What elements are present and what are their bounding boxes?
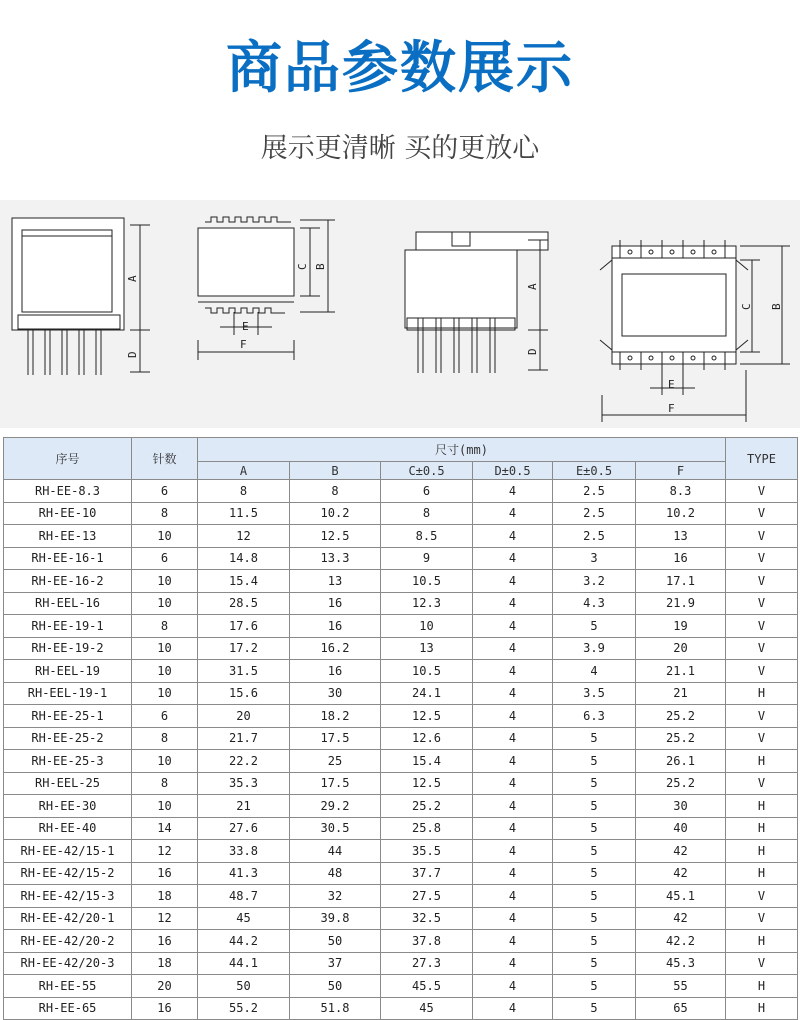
model-cell: RH-EE-65 (4, 997, 132, 1020)
c-cell: 27.5 (381, 885, 473, 908)
table-row (4, 682, 798, 705)
e-cell: 5 (553, 772, 636, 795)
model-cell: RH-EE-13 (4, 525, 132, 548)
c-cell: 10.5 (381, 570, 473, 593)
c-cell: 32.5 (381, 907, 473, 930)
type-cell: V (726, 772, 798, 795)
page-subtitle: 展示更清晰 买的更放心 (260, 133, 540, 164)
b-cell: 16 (290, 615, 381, 638)
f-cell: 13 (636, 525, 726, 548)
e-cell: 5 (553, 795, 636, 818)
type-cell: H (726, 930, 798, 953)
f-cell: 42.2 (636, 930, 726, 953)
f-cell: 45.3 (636, 952, 726, 975)
header-serial-no: 序号 (4, 438, 132, 480)
side-view-figure (12, 218, 150, 375)
d-cell: 4 (473, 997, 553, 1020)
f-cell: 65 (636, 997, 726, 1020)
b-cell: 51.8 (290, 997, 381, 1020)
d-cell: 4 (473, 547, 553, 570)
e-cell: 5 (553, 975, 636, 998)
f-cell: 42 (636, 907, 726, 930)
model-cell: RH-EE-42/20-1 (4, 907, 132, 930)
d-cell: 4 (473, 727, 553, 750)
a-cell: 44.2 (198, 930, 290, 953)
a-cell: 33.8 (198, 840, 290, 863)
b-cell: 32 (290, 885, 381, 908)
pins-cell: 8 (132, 727, 198, 750)
header-pin-count: 针数 (132, 438, 198, 480)
b-cell: 8 (290, 480, 381, 503)
table-row (4, 480, 798, 503)
type-cell: V (726, 637, 798, 660)
c-cell: 37.7 (381, 862, 473, 885)
pins-cell: 6 (132, 480, 198, 503)
a-cell: 22.2 (198, 750, 290, 773)
type-cell: H (726, 795, 798, 818)
fig2-label-b: B (314, 263, 327, 270)
e-cell: 5 (553, 750, 636, 773)
pins-cell: 12 (132, 907, 198, 930)
d-cell: 4 (473, 570, 553, 593)
a-cell: 15.4 (198, 570, 290, 593)
header-size-mm: 尺寸(mm) (198, 438, 726, 462)
bottom-view-figure (600, 240, 790, 422)
b-cell: 13.3 (290, 547, 381, 570)
type-cell: V (726, 885, 798, 908)
parameter-table (3, 437, 798, 1020)
model-cell: RH-EE-25-2 (4, 727, 132, 750)
table-row (4, 727, 798, 750)
c-cell: 45 (381, 997, 473, 1020)
pins-cell: 10 (132, 637, 198, 660)
type-cell: H (726, 750, 798, 773)
pins-cell: 18 (132, 952, 198, 975)
pins-cell: 8 (132, 772, 198, 795)
b-cell: 29.2 (290, 795, 381, 818)
b-cell: 16.2 (290, 637, 381, 660)
table-row (4, 907, 798, 930)
f-cell: 16 (636, 547, 726, 570)
b-cell: 12.5 (290, 525, 381, 548)
front-view-figure (405, 232, 548, 373)
table-body (4, 480, 798, 1020)
table-row (4, 885, 798, 908)
table-row (4, 952, 798, 975)
a-cell: 8 (198, 480, 290, 503)
model-cell: RH-EE-8.3 (4, 480, 132, 503)
pins-cell: 6 (132, 705, 198, 728)
pins-cell: 16 (132, 930, 198, 953)
d-cell: 4 (473, 840, 553, 863)
a-cell: 17.2 (198, 637, 290, 660)
a-cell: 55.2 (198, 997, 290, 1020)
d-cell: 4 (473, 930, 553, 953)
table-row (4, 502, 798, 525)
pins-cell: 16 (132, 862, 198, 885)
table-row (4, 840, 798, 863)
e-cell: 5 (553, 930, 636, 953)
model-cell: RH-EE-19-2 (4, 637, 132, 660)
table-row (4, 772, 798, 795)
e-cell: 5 (553, 997, 636, 1020)
a-cell: 50 (198, 975, 290, 998)
pins-cell: 16 (132, 997, 198, 1020)
b-cell: 30.5 (290, 817, 381, 840)
table-row (4, 637, 798, 660)
f-cell: 21.1 (636, 660, 726, 683)
table-row (4, 930, 798, 953)
table-row (4, 975, 798, 998)
type-cell: V (726, 480, 798, 503)
b-cell: 30 (290, 682, 381, 705)
b-cell: 50 (290, 930, 381, 953)
d-cell: 4 (473, 502, 553, 525)
e-cell: 3.2 (553, 570, 636, 593)
a-cell: 48.7 (198, 885, 290, 908)
model-cell: RH-EEL-16 (4, 592, 132, 615)
fig4-label-b: B (770, 303, 783, 310)
model-cell: RH-EE-42/20-3 (4, 952, 132, 975)
type-cell: H (726, 862, 798, 885)
pins-cell: 10 (132, 525, 198, 548)
type-cell: H (726, 840, 798, 863)
a-cell: 28.5 (198, 592, 290, 615)
c-cell: 8.5 (381, 525, 473, 548)
f-cell: 40 (636, 817, 726, 840)
e-cell: 5 (553, 952, 636, 975)
e-cell: 5 (553, 817, 636, 840)
fig3-label-d: D (526, 348, 539, 355)
model-cell: RH-EE-25-3 (4, 750, 132, 773)
c-cell: 8 (381, 502, 473, 525)
e-cell: 2.5 (553, 502, 636, 525)
type-cell: H (726, 817, 798, 840)
pins-cell: 8 (132, 615, 198, 638)
d-cell: 4 (473, 975, 553, 998)
a-cell: 21 (198, 795, 290, 818)
d-cell: 4 (473, 952, 553, 975)
type-cell: V (726, 660, 798, 683)
b-cell: 10.2 (290, 502, 381, 525)
fig3-label-a: A (526, 283, 539, 290)
top-view-figure (198, 217, 335, 360)
subheader-e: E±0.5 (553, 462, 636, 480)
d-cell: 4 (473, 480, 553, 503)
a-cell: 12 (198, 525, 290, 548)
subheader-b: B (290, 462, 381, 480)
model-cell: RH-EEL-19 (4, 660, 132, 683)
c-cell: 13 (381, 637, 473, 660)
d-cell: 4 (473, 772, 553, 795)
pins-cell: 10 (132, 660, 198, 683)
type-cell: V (726, 547, 798, 570)
c-cell: 10 (381, 615, 473, 638)
pins-cell: 12 (132, 840, 198, 863)
pins-cell: 8 (132, 502, 198, 525)
table-row (4, 570, 798, 593)
a-cell: 45 (198, 907, 290, 930)
b-cell: 16 (290, 592, 381, 615)
table-row (4, 862, 798, 885)
fig2-label-c: C (296, 263, 309, 270)
model-cell: RH-EE-25-1 (4, 705, 132, 728)
b-cell: 17.5 (290, 772, 381, 795)
model-cell: RH-EE-19-1 (4, 615, 132, 638)
b-cell: 18.2 (290, 705, 381, 728)
model-cell: RH-EEL-19-1 (4, 682, 132, 705)
pins-cell: 10 (132, 570, 198, 593)
table-row (4, 997, 798, 1020)
model-cell: RH-EE-16-2 (4, 570, 132, 593)
c-cell: 24.1 (381, 682, 473, 705)
d-cell: 4 (473, 705, 553, 728)
a-cell: 21.7 (198, 727, 290, 750)
b-cell: 37 (290, 952, 381, 975)
c-cell: 12.5 (381, 705, 473, 728)
f-cell: 8.3 (636, 480, 726, 503)
pins-cell: 10 (132, 795, 198, 818)
f-cell: 45.1 (636, 885, 726, 908)
d-cell: 4 (473, 907, 553, 930)
b-cell: 16 (290, 660, 381, 683)
type-cell: H (726, 975, 798, 998)
model-cell: RH-EE-30 (4, 795, 132, 818)
table-row (4, 547, 798, 570)
table-row (4, 660, 798, 683)
c-cell: 12.5 (381, 772, 473, 795)
header-type: TYPE (726, 438, 798, 480)
f-cell: 55 (636, 975, 726, 998)
type-cell: V (726, 727, 798, 750)
a-cell: 44.1 (198, 952, 290, 975)
c-cell: 37.8 (381, 930, 473, 953)
a-cell: 27.6 (198, 817, 290, 840)
b-cell: 39.8 (290, 907, 381, 930)
f-cell: 42 (636, 840, 726, 863)
e-cell: 5 (553, 727, 636, 750)
dimension-diagram-panel (0, 200, 800, 428)
model-cell: RH-EE-42/15-3 (4, 885, 132, 908)
fig1-label-a: A (126, 275, 139, 282)
e-cell: 5 (553, 907, 636, 930)
e-cell: 2.5 (553, 525, 636, 548)
f-cell: 25.2 (636, 772, 726, 795)
pins-cell: 20 (132, 975, 198, 998)
model-cell: RH-EE-16-1 (4, 547, 132, 570)
type-cell: V (726, 525, 798, 548)
table-row (4, 705, 798, 728)
pins-cell: 10 (132, 750, 198, 773)
d-cell: 4 (473, 525, 553, 548)
b-cell: 44 (290, 840, 381, 863)
c-cell: 15.4 (381, 750, 473, 773)
a-cell: 17.6 (198, 615, 290, 638)
e-cell: 2.5 (553, 480, 636, 503)
type-cell: V (726, 570, 798, 593)
e-cell: 5 (553, 840, 636, 863)
c-cell: 12.6 (381, 727, 473, 750)
model-cell: RH-EE-42/15-1 (4, 840, 132, 863)
model-cell: RH-EE-42/15-2 (4, 862, 132, 885)
f-cell: 21 (636, 682, 726, 705)
subheader-f: F (636, 462, 726, 480)
table-row (4, 615, 798, 638)
type-cell: H (726, 682, 798, 705)
subheader-c: C±0.5 (381, 462, 473, 480)
d-cell: 4 (473, 817, 553, 840)
d-cell: 4 (473, 862, 553, 885)
type-cell: V (726, 952, 798, 975)
c-cell: 6 (381, 480, 473, 503)
fig4-label-e: E (668, 378, 675, 391)
f-cell: 42 (636, 862, 726, 885)
fig1-label-d: D (126, 351, 139, 358)
d-cell: 4 (473, 592, 553, 615)
fig2-label-e: E (242, 320, 249, 333)
f-cell: 26.1 (636, 750, 726, 773)
subheader-d: D±0.5 (473, 462, 553, 480)
d-cell: 4 (473, 660, 553, 683)
f-cell: 21.9 (636, 592, 726, 615)
model-cell: RH-EE-42/20-2 (4, 930, 132, 953)
a-cell: 14.8 (198, 547, 290, 570)
table-row (4, 525, 798, 548)
e-cell: 5 (553, 885, 636, 908)
d-cell: 4 (473, 750, 553, 773)
e-cell: 5 (553, 615, 636, 638)
pins-cell: 6 (132, 547, 198, 570)
type-cell: V (726, 592, 798, 615)
c-cell: 12.3 (381, 592, 473, 615)
table-row (4, 817, 798, 840)
fig4-label-f: F (668, 402, 675, 415)
e-cell: 6.3 (553, 705, 636, 728)
type-cell: V (726, 907, 798, 930)
e-cell: 5 (553, 862, 636, 885)
e-cell: 4.3 (553, 592, 636, 615)
c-cell: 27.3 (381, 952, 473, 975)
e-cell: 4 (553, 660, 636, 683)
c-cell: 35.5 (381, 840, 473, 863)
model-cell: RH-EEL-25 (4, 772, 132, 795)
type-cell: V (726, 705, 798, 728)
e-cell: 3 (553, 547, 636, 570)
fig2-label-f: F (240, 338, 247, 351)
e-cell: 3.9 (553, 637, 636, 660)
pins-cell: 18 (132, 885, 198, 908)
a-cell: 31.5 (198, 660, 290, 683)
d-cell: 4 (473, 682, 553, 705)
table-row (4, 795, 798, 818)
f-cell: 25.2 (636, 727, 726, 750)
d-cell: 4 (473, 795, 553, 818)
d-cell: 4 (473, 615, 553, 638)
type-cell: V (726, 615, 798, 638)
b-cell: 17.5 (290, 727, 381, 750)
pins-cell: 14 (132, 817, 198, 840)
c-cell: 45.5 (381, 975, 473, 998)
f-cell: 30 (636, 795, 726, 818)
c-cell: 25.8 (381, 817, 473, 840)
model-cell: RH-EE-55 (4, 975, 132, 998)
a-cell: 20 (198, 705, 290, 728)
b-cell: 13 (290, 570, 381, 593)
a-cell: 11.5 (198, 502, 290, 525)
c-cell: 10.5 (381, 660, 473, 683)
b-cell: 50 (290, 975, 381, 998)
pins-cell: 10 (132, 682, 198, 705)
pins-cell: 10 (132, 592, 198, 615)
subheader-a: A (198, 462, 290, 480)
page-title: 商品参数展示 (226, 36, 574, 101)
e-cell: 3.5 (553, 682, 636, 705)
f-cell: 20 (636, 637, 726, 660)
a-cell: 35.3 (198, 772, 290, 795)
f-cell: 10.2 (636, 502, 726, 525)
f-cell: 19 (636, 615, 726, 638)
type-cell: H (726, 997, 798, 1020)
f-cell: 17.1 (636, 570, 726, 593)
d-cell: 4 (473, 885, 553, 908)
a-cell: 15.6 (198, 682, 290, 705)
f-cell: 25.2 (636, 705, 726, 728)
table-row (4, 592, 798, 615)
a-cell: 41.3 (198, 862, 290, 885)
model-cell: RH-EE-10 (4, 502, 132, 525)
d-cell: 4 (473, 637, 553, 660)
c-cell: 25.2 (381, 795, 473, 818)
model-cell: RH-EE-40 (4, 817, 132, 840)
b-cell: 48 (290, 862, 381, 885)
type-cell: V (726, 502, 798, 525)
fig4-label-c: C (740, 303, 753, 310)
c-cell: 9 (381, 547, 473, 570)
table-row (4, 750, 798, 773)
b-cell: 25 (290, 750, 381, 773)
